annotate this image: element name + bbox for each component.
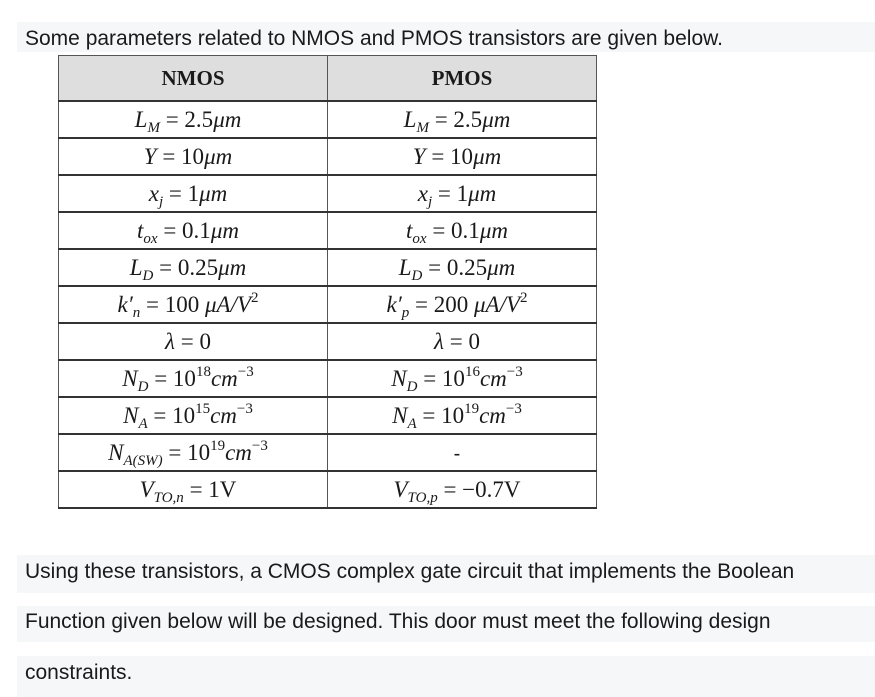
nmos-parameter-cell — [59, 434, 328, 471]
table-body — [59, 101, 597, 508]
pmos-parameter-cell — [328, 138, 597, 175]
parameter-unit: μm — [482, 106, 511, 132]
parameter-subscript: D — [411, 267, 423, 284]
parameter-subscript: TO,n — [153, 489, 184, 506]
parameter-value: = 10 — [416, 402, 465, 428]
parameter-subscript: D — [406, 378, 418, 395]
nmos-header: NMOS — [59, 56, 328, 102]
parameter-symbol: N — [122, 365, 138, 391]
parameter-value: = 0.1 — [426, 217, 480, 243]
parameter-value: = 10 — [425, 143, 474, 169]
parameter-symbol: λ — [434, 328, 444, 354]
parameter-subscript: M — [147, 119, 160, 136]
parameter-value: = −0.7V — [437, 476, 521, 502]
parameter-value: = 10 — [156, 143, 205, 169]
parameter-unit: μm — [199, 180, 228, 206]
parameter-symbol: V — [393, 476, 408, 502]
table-row — [59, 397, 597, 434]
parameter-unit-exponent: −3 — [237, 363, 254, 380]
table-header-row — [59, 56, 597, 102]
parameter-symbol: N — [123, 402, 139, 428]
parameter-subscript: TO,p — [407, 489, 438, 506]
pmos-parameter-cell — [328, 323, 597, 360]
parameter-value: = 2.5 — [159, 106, 214, 132]
parameter-unit: μm — [218, 254, 247, 280]
parameter-subscript: A — [407, 415, 417, 432]
table-row — [59, 323, 597, 360]
pmos-parameter-cell — [328, 175, 597, 212]
parameter-unit: μA/V — [204, 291, 252, 317]
paragraph-band — [17, 656, 875, 697]
parameter-exponent: 2 — [251, 289, 259, 306]
parameter-symbol: x — [417, 180, 428, 206]
nmos-parameter-cell — [59, 101, 328, 138]
parameter-subscript: ox — [412, 230, 427, 247]
parameter-symbol: t — [406, 217, 413, 243]
parameter-symbol: N — [392, 402, 408, 428]
table-row — [59, 249, 597, 286]
parameter-symbol: N — [108, 439, 124, 465]
parameter-subscript: n — [132, 304, 141, 321]
parameter-symbol: k′ — [117, 291, 133, 317]
pmos-parameter-cell — [328, 286, 597, 323]
parameter-symbol: Y — [412, 143, 426, 169]
parameter-value: = 10 — [147, 402, 196, 428]
parameter-unit: μm — [210, 217, 239, 243]
parameter-subscript: j — [158, 193, 164, 210]
parameter-value: = 1V — [183, 476, 237, 502]
parameter-symbol: L — [403, 106, 417, 132]
parameter-value: = 10 — [162, 439, 211, 465]
parameter-value: = 0.25 — [422, 254, 488, 280]
parameter-exponent: 2 — [520, 289, 528, 306]
paragraph-line-3: constraints. — [25, 661, 133, 684]
parameter-value: = 1 — [163, 180, 200, 206]
parameter-value: = 0 — [443, 328, 480, 354]
nmos-parameter-cell — [59, 397, 328, 434]
nmos-parameter-cell — [59, 471, 328, 508]
parameter-subscript: A(SW) — [123, 452, 163, 469]
parameter-symbol: x — [148, 180, 159, 206]
parameter-value: = 200 — [409, 291, 474, 317]
parameter-value: = 10 — [417, 365, 465, 391]
table-row — [59, 138, 597, 175]
parameter-unit-exponent: −3 — [251, 437, 268, 454]
parameter-value: = 2.5 — [428, 106, 483, 132]
nmos-parameter-cell — [59, 212, 328, 249]
parameters-table — [58, 55, 597, 509]
parameter-subscript: ox — [143, 230, 158, 247]
pmos-parameter-cell — [328, 212, 597, 249]
parameter-symbol: Y — [143, 143, 157, 169]
parameter-exponent: 19 — [464, 400, 480, 417]
parameter-symbol: V — [139, 476, 154, 502]
pmos-parameter-cell — [328, 249, 597, 286]
parameter-symbol: L — [129, 254, 143, 280]
pmos-header: PMOS — [328, 56, 597, 102]
table-row — [59, 360, 597, 397]
parameter-subscript: p — [401, 304, 410, 321]
parameter-unit: μm — [213, 106, 242, 132]
paragraph-line-1: Using these transistors, a CMOS complex gate circuit that implements the Boolean — [25, 560, 795, 583]
parameter-subscript: D — [142, 267, 154, 284]
parameter-symbol: N — [391, 365, 407, 391]
parameter-symbol: L — [134, 106, 148, 132]
nmos-parameter-cell — [59, 286, 328, 323]
table-row — [59, 212, 597, 249]
not-applicable-dash: - — [453, 442, 461, 465]
parameter-unit: cm — [225, 439, 252, 465]
parameter-symbol: λ — [165, 328, 175, 354]
pmos-parameter-cell — [328, 434, 597, 471]
parameter-value: = 0.25 — [153, 254, 219, 280]
parameter-symbol: k′ — [386, 291, 402, 317]
parameter-exponent: 16 — [464, 363, 480, 380]
pmos-parameter-cell — [328, 471, 597, 508]
parameter-unit: μm — [487, 254, 516, 280]
table-row — [59, 175, 597, 212]
pmos-parameter-cell — [328, 397, 597, 434]
parameter-exponent: 18 — [195, 363, 211, 380]
parameter-exponent: 19 — [210, 437, 226, 454]
parameter-subscript: D — [137, 378, 149, 395]
parameter-unit-exponent: −3 — [506, 363, 523, 380]
parameter-symbol: t — [137, 217, 144, 243]
parameter-unit: cm — [479, 402, 506, 428]
table-row — [59, 471, 597, 508]
pmos-parameter-cell — [328, 360, 597, 397]
intro-text: Some parameters related to NMOS and PMOS transistors are given below. — [25, 27, 723, 50]
parameter-value: = 0.1 — [157, 217, 211, 243]
parameter-unit: cm — [210, 402, 237, 428]
nmos-parameter-cell — [59, 175, 328, 212]
table-row — [59, 101, 597, 138]
parameter-exponent: 15 — [195, 400, 211, 417]
parameter-unit: cm — [479, 365, 507, 391]
parameter-unit: cm — [210, 365, 238, 391]
nmos-parameter-cell — [59, 249, 328, 286]
parameter-value: = 0 — [174, 328, 211, 354]
parameter-value: = 1 — [432, 180, 469, 206]
nmos-parameter-cell — [59, 138, 328, 175]
parameter-subscript: M — [416, 119, 429, 136]
paragraph-line-2: Function given below will be designed. This door must meet the following design — [25, 610, 771, 633]
parameter-unit-exponent: −3 — [236, 400, 253, 417]
parameter-subscript: A — [138, 415, 148, 432]
parameter-unit: μm — [468, 180, 497, 206]
parameter-value: = 100 — [140, 291, 205, 317]
parameter-unit: μm — [473, 143, 502, 169]
nmos-parameter-cell — [59, 323, 328, 360]
parameter-unit: μm — [479, 217, 508, 243]
table-row — [59, 286, 597, 323]
pmos-parameter-cell — [328, 101, 597, 138]
parameter-value: = 10 — [148, 365, 196, 391]
nmos-parameter-cell — [59, 360, 328, 397]
parameter-subscript: j — [427, 193, 433, 210]
parameter-unit-exponent: −3 — [505, 400, 522, 417]
parameter-unit: μm — [204, 143, 233, 169]
parameter-symbol: L — [398, 254, 412, 280]
parameter-unit: μA/V — [473, 291, 521, 317]
table-row — [59, 434, 597, 471]
